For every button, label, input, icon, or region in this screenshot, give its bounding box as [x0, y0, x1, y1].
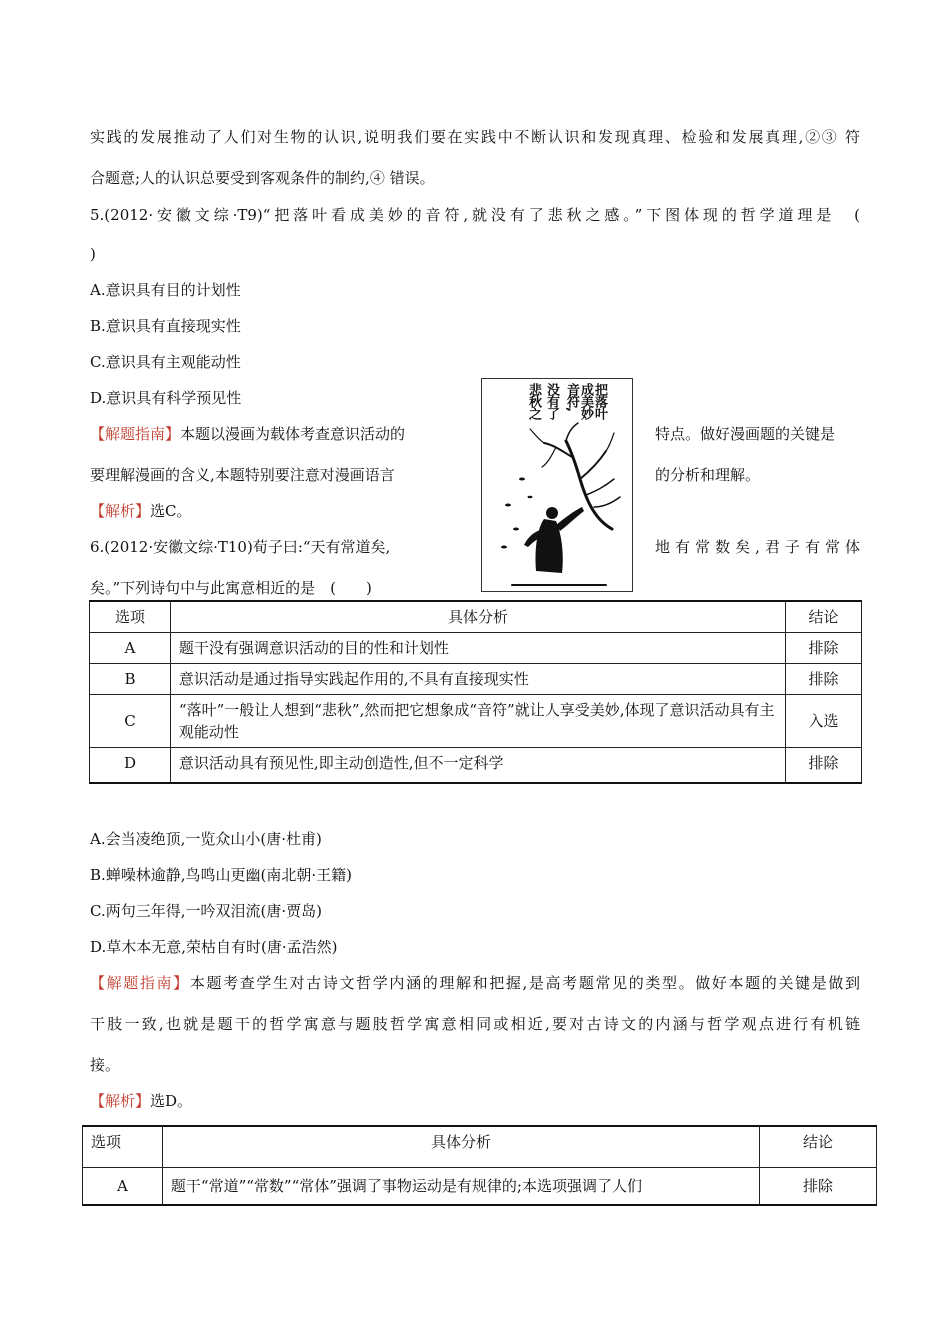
q5-option-b: B.意识具有直接现实性: [90, 317, 241, 335]
table-row: [90, 633, 862, 664]
guide-text: 本题以漫画为载体考查意识活动的: [180, 425, 406, 443]
table-row: [83, 1168, 877, 1206]
q5-stem: 5.(2012·安徽文综·T9)“把落叶看成美妙的音符,就没有了悲秋之感。”下图体现的哲学道理是 (: [90, 206, 860, 224]
row-conclusion: 排除: [786, 748, 862, 784]
q5-guide-line-2-right: 的分析和理解。: [655, 466, 761, 484]
header-option: 选项: [83, 1126, 163, 1168]
q5-option-a: A.意识具有目的计划性: [90, 281, 241, 299]
q5-guide-line-1-right: 特点。做好漫画题的关键是: [655, 425, 836, 443]
row-option: A: [90, 633, 171, 664]
answer-tag: 【解析】: [90, 502, 151, 520]
cartoon-text-col: 悲秋之: [526, 383, 541, 419]
q6-analysis-table: [82, 1125, 877, 1206]
guide-text: 本题考查学生对古诗文哲学内涵的理解和把握,是高考题常见的类型。做好本题的关键是做到: [189, 974, 860, 992]
guide-tag: 【解题指南】: [90, 974, 190, 992]
tree-figure-drawing: [482, 379, 632, 591]
cartoon-text-col: 音符,: [564, 383, 579, 411]
answer-tag: 【解析】: [90, 1092, 151, 1110]
header-analysis: 具体分析: [170, 601, 785, 633]
guide-tag: 【解题指南】: [90, 425, 181, 443]
row-conclusion: 排除: [786, 633, 862, 664]
row-option: A: [83, 1168, 163, 1206]
header-conclusion: 结论: [786, 601, 862, 633]
row-analysis: 意识活动是通过指导实践起作用的,不具有直接现实性: [170, 664, 785, 695]
q6-option-a: A.会当凌绝顶,一览众山小(唐·杜甫): [90, 830, 322, 848]
row-option: C: [90, 695, 171, 748]
autumn-leaves-cartoon: [481, 378, 633, 592]
q5-stem-close: ): [90, 245, 96, 263]
row-analysis: 题干没有强调意识活动的目的性和计划性: [170, 633, 785, 664]
intro-line-2: 合题意;人的认识总要受到客观条件的制约,④ 错误。: [90, 169, 435, 187]
q6-stem-left: 6.(2012·安徽文综·T10)荀子曰:“天有常道矣,: [90, 538, 391, 556]
q6-guide-line-1: [90, 973, 860, 993]
q5-guide-line-2: 要理解漫画的含义,本题特别要注意对漫画语言: [90, 466, 395, 484]
table-header-row: [90, 601, 862, 633]
row-conclusion: 入选: [786, 695, 862, 748]
q5-option-d: D.意识具有科学预见性: [90, 389, 242, 407]
intro-line-1: 实践的发展推动了人们对生物的认识,说明我们要在实践中不断认识和发现真理、检验和发展真理,②③ 符: [90, 128, 860, 146]
q5-answer: [90, 501, 192, 521]
table-row: [90, 664, 862, 695]
row-analysis: 题干“常道”“常数”“常体”强调了事物运动是有规律的;本选项强调了人们: [162, 1168, 759, 1206]
answer-text: 选D。: [150, 1092, 193, 1110]
q5-guide-line-1: [90, 424, 405, 444]
row-analysis: “落叶”一般让人想到“悲秋”,然而把它想象成“音符”就让人享受美妙,体现了意识活动具有主观能动性: [170, 695, 785, 748]
header-option: 选项: [90, 601, 171, 633]
q6-guide-line-3: 接。: [90, 1056, 121, 1074]
row-conclusion: 排除: [786, 664, 862, 695]
q6-option-d: D.草木本无意,荣枯自有时(唐·孟浩然): [90, 938, 338, 956]
q6-option-b: B.蝉噪林逾静,鸟鸣山更幽(南北朝·王籍): [90, 866, 353, 884]
table-row: [90, 748, 862, 784]
q5-analysis-table: [89, 600, 862, 784]
header-conclusion: 结论: [760, 1126, 877, 1168]
q6-option-c: C.两句三年得,一吟双泪流(唐·贾岛): [90, 902, 322, 920]
row-option: D: [90, 748, 171, 784]
row-option: B: [90, 664, 171, 695]
table-header-row: [83, 1126, 877, 1168]
q6-stem-right: 地有常数矣,君子有常体: [655, 538, 860, 556]
q6-guide-line-2: 干肢一致,也就是题干的哲学寓意与题肢哲学寓意相同或相近,要对古诗文的内涵与哲学观点进行有机链: [90, 1015, 860, 1033]
cartoon-text-col: 成美妙: [578, 383, 593, 419]
row-conclusion: 排除: [760, 1168, 877, 1206]
q5-option-c: C.意识具有主观能动性: [90, 353, 241, 371]
table-row: [90, 695, 862, 748]
answer-text: 选C。: [150, 502, 192, 520]
q6-stem-2: 矣。”下列诗句中与此寓意相近的是 ( ): [90, 579, 372, 597]
cartoon-text-col: 把落叶: [592, 383, 607, 419]
row-analysis: 意识活动具有预见性,即主动创造性,但不一定科学: [170, 748, 785, 784]
cartoon-text-col: 没有了: [544, 383, 559, 419]
header-analysis: 具体分析: [162, 1126, 759, 1168]
q6-answer: [90, 1091, 192, 1111]
